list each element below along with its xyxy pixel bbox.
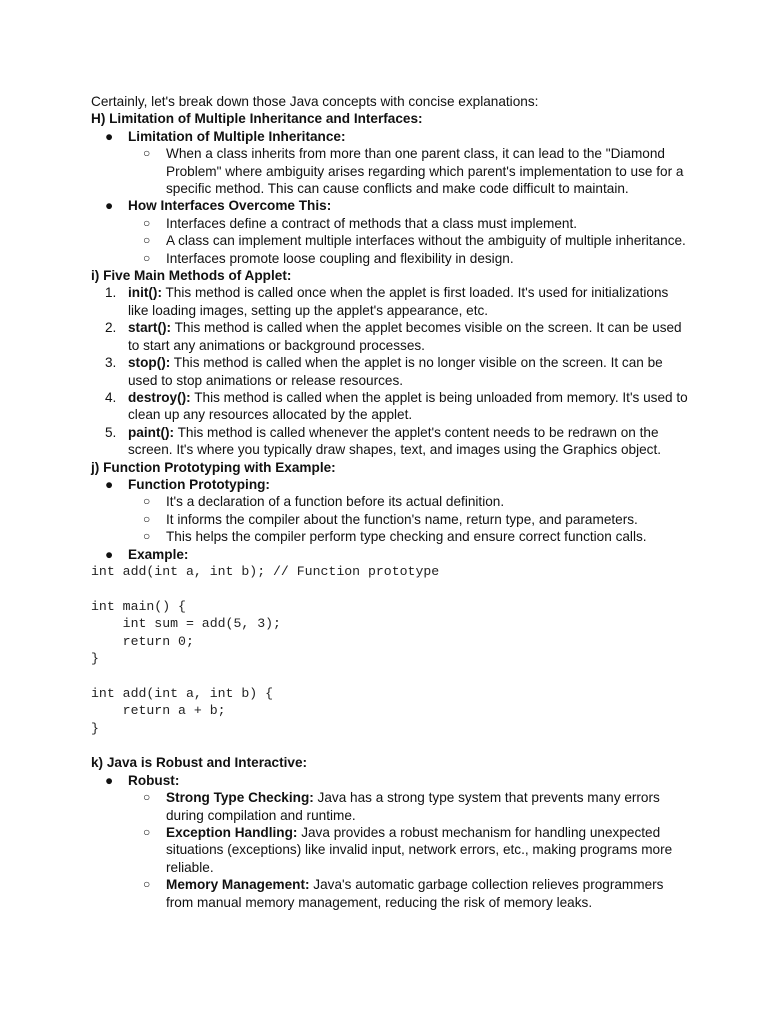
item-title: Example: bbox=[128, 546, 189, 562]
circle-bullet-icon: ○ bbox=[143, 825, 151, 840]
bullet-icon: ● bbox=[105, 128, 114, 144]
list-item bbox=[91, 128, 691, 145]
intro-text: Certainly, let's break down those Java concepts with concise explanations: bbox=[91, 94, 539, 109]
section-h-list bbox=[91, 128, 691, 267]
list-item bbox=[91, 197, 691, 214]
item-number: 1. bbox=[105, 285, 117, 301]
item-text: Java provides a robust mechanism for handling unexpected situations (exceptions) like invalid input, network errors, etc., making programs more reliable. bbox=[166, 825, 673, 875]
item-text: Interfaces promote loose coupling and flexibility in design. bbox=[166, 250, 514, 266]
item-term: stop(): bbox=[128, 355, 171, 371]
item-number: 3. bbox=[105, 355, 117, 371]
bullet-icon: ● bbox=[105, 772, 114, 788]
code-line: return a + b; bbox=[91, 703, 226, 719]
code-block bbox=[91, 563, 691, 737]
item-title: Robust: bbox=[128, 772, 180, 788]
list-item bbox=[91, 824, 691, 876]
item-text: Interfaces define a contract of methods that a class must implement. bbox=[166, 215, 578, 231]
section-k-list bbox=[91, 772, 691, 911]
item-text: A class can implement multiple interfaces without the ambiguity of multiple inheritance. bbox=[166, 233, 686, 249]
item-term: destroy(): bbox=[128, 389, 191, 405]
list-item bbox=[91, 319, 691, 354]
code-line: int main() { bbox=[91, 598, 186, 614]
circle-bullet-icon: ○ bbox=[143, 215, 151, 230]
code-line: return 0; bbox=[91, 633, 194, 649]
code-line: int sum = add(5, 3); bbox=[91, 616, 281, 632]
item-term: Exception Handling: bbox=[166, 825, 298, 841]
section-h-heading: H) Limitation of Multiple Inheritance and Interfaces: bbox=[91, 111, 423, 127]
item-number: 5. bbox=[105, 424, 117, 440]
item-number: 2. bbox=[105, 320, 117, 336]
code-line: } bbox=[91, 720, 99, 736]
item-term: Strong Type Checking: bbox=[166, 790, 314, 806]
circle-bullet-icon: ○ bbox=[143, 877, 151, 892]
item-number: 4. bbox=[105, 389, 117, 405]
code-line bbox=[91, 580, 691, 597]
section-i-heading: i) Five Main Methods of Applet: bbox=[91, 268, 292, 284]
bullet-icon: ● bbox=[105, 546, 114, 562]
item-title: Limitation of Multiple Inheritance: bbox=[128, 128, 346, 144]
code-line: } bbox=[91, 650, 99, 666]
item-text: This method is called when the applet becomes visible on the screen. It can be used to start any animations or background processes. bbox=[128, 320, 682, 353]
list-item bbox=[91, 284, 691, 319]
circle-bullet-icon: ○ bbox=[143, 790, 151, 805]
item-text: When a class inherits from more than one parent class, it can lead to the "Diamond Problem" where ambiguity arises regarding which parent's implementation to use for a specific method. This can cause conflicts and make code difficult to maintain. bbox=[166, 146, 684, 197]
item-text: This helps the compiler perform type checking and ensure correct function calls. bbox=[166, 529, 647, 545]
bullet-icon: ● bbox=[105, 476, 114, 492]
list-item bbox=[91, 772, 691, 789]
list-item bbox=[91, 511, 691, 528]
item-term: init(): bbox=[128, 285, 162, 301]
item-text: This method is called when the applet is no longer visible on the screen. It can be used to stop animations or release resources. bbox=[128, 355, 663, 388]
list-item bbox=[91, 546, 691, 563]
circle-bullet-icon: ○ bbox=[143, 233, 151, 248]
list-item bbox=[91, 232, 691, 249]
bullet-icon: ● bbox=[105, 198, 114, 214]
circle-bullet-icon: ○ bbox=[143, 146, 151, 161]
item-term: start(): bbox=[128, 320, 172, 336]
circle-bullet-icon: ○ bbox=[143, 250, 151, 265]
circle-bullet-icon: ○ bbox=[143, 529, 151, 544]
list-item bbox=[91, 424, 691, 459]
item-text: Java's automatic garbage collection relieves programmers from manual memory management, reducing the risk of memory leaks. bbox=[166, 877, 664, 910]
circle-bullet-icon: ○ bbox=[143, 494, 151, 509]
section-j-heading: j) Function Prototyping with Example: bbox=[91, 459, 336, 475]
section-j-list bbox=[91, 476, 691, 563]
list-item bbox=[91, 215, 691, 232]
item-text: This method is called once when the applet is first loaded. It's used for initializations like loading images, setting up the applet's appearance, etc. bbox=[128, 285, 669, 318]
item-text: It informs the compiler about the function's name, return type, and parameters. bbox=[166, 511, 638, 527]
item-term: Memory Management: bbox=[166, 877, 310, 893]
section-k-heading: k) Java is Robust and Interactive: bbox=[91, 755, 308, 771]
list-item bbox=[91, 389, 691, 424]
code-line bbox=[91, 667, 691, 684]
code-line: int add(int a, int b); // Function prototype bbox=[91, 563, 440, 579]
circle-bullet-icon: ○ bbox=[143, 511, 151, 526]
item-title: How Interfaces Overcome This: bbox=[128, 198, 332, 214]
item-text: This method is called whenever the applet's content needs to be redrawn on the screen. It's where you typically draw shapes, text, and images using the Graphics object. bbox=[128, 424, 662, 458]
spacer bbox=[91, 737, 691, 754]
list-item bbox=[91, 145, 691, 197]
list-item bbox=[91, 250, 691, 267]
list-item bbox=[91, 789, 691, 824]
list-item bbox=[91, 354, 691, 389]
document-content bbox=[91, 93, 691, 911]
item-title: Function Prototyping: bbox=[128, 476, 270, 492]
code-line: int add(int a, int b) { bbox=[91, 685, 274, 701]
list-item bbox=[91, 528, 691, 545]
item-text: This method is called when the applet is being unloaded from memory. It's used to clean up any resources allocated by the applet. bbox=[128, 389, 688, 423]
item-term: paint(): bbox=[128, 424, 175, 440]
list-item bbox=[91, 876, 691, 911]
section-i-list bbox=[91, 284, 691, 458]
list-item bbox=[91, 476, 691, 493]
item-text: Java has a strong type system that prevents many errors during compilation and runtime. bbox=[166, 790, 660, 823]
item-text: It's a declaration of a function before its actual definition. bbox=[166, 494, 505, 510]
list-item bbox=[91, 493, 691, 510]
